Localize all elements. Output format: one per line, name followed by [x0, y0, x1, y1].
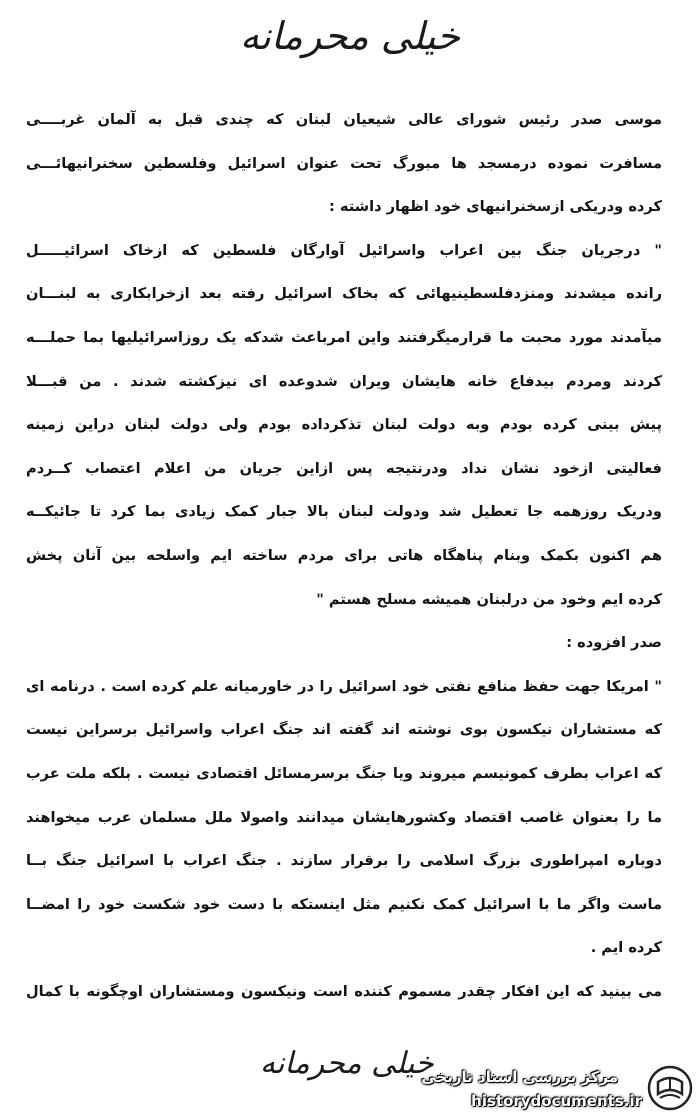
text-line: مسافرت نموده درمسجد ها مبورگ تحت عنوان اسرائیل وفلسطین سخنرانیهائـــی [26, 154, 662, 172]
text-line: که مستشاران نیکسون بوی نوشته اند گفته اند جنگ اعراب واسرائیل برسراین نیست [26, 721, 662, 739]
classification-header-stamp: خیلی محرمانه [239, 14, 461, 58]
text-line: فعالیتی ازخود نشان نداد ودرنتیجه پس ازاین جریان من اعلام اعتصاب کــردم [26, 459, 662, 477]
text-line: پیش بینی کرده بودم وبه دولت لبنان تذکرداده بودم ولی دولت لبنان دراین زمینه [26, 416, 662, 434]
text-line: میآمدند مورد محبت ما قرارمیگرفتند واین امرباعث شدکه یک روزاسرائیلیها بما حملـــه [26, 328, 662, 346]
text-line: ما را بعنوان غاصب اقتصاد وکشورهایشان میدانند واصولا ملل مسلمان عرب میخواهند [26, 808, 662, 826]
text-line: کردند ومردم بیدفاع خانه هایشان ویران شدوعده ای نیزکشته شدند . من قبـــلا [26, 372, 662, 390]
text-line: " درجریان جنگ بین اعراب واسرائیل آوارگان فلسطین که ازخاک اسرائیـــــل [26, 241, 662, 259]
text-line: ودریک روزهمه جا تعطیل شد ودولت لبنان بالا جبار کمک زیادی بما کرد تا جائیکــه [26, 503, 662, 521]
text-line: صدر افزوده : [566, 634, 662, 652]
watermark-url: historydocuments.ir [471, 1092, 642, 1110]
text-line: کرده ایم . [590, 939, 662, 957]
text-line: رانده میشدند ومنزدفلسطینیهائی که بخاک اسرائیل رفته بعد ازخرابکاری به لبنـــان [26, 285, 662, 303]
classification-footer-stamp: خیلی محرمانه [260, 1046, 434, 1081]
text-line: کرده ایم وخود من درلبنان همیشه مسلح هستم " [316, 590, 662, 608]
text-line: موسی صدر رئیس شورای عالی شیعیان لبنان که چندی قبل به آلمان غربــــی [26, 111, 662, 128]
archive-watermark [421, 1056, 698, 1118]
book-logo-icon [646, 1064, 694, 1112]
watermark-title: مرکز بررسی اسناد تاریخی [421, 1068, 618, 1086]
text-line: کرده ودریکی ازسخنرانیهای خود اظهار داشته : [329, 198, 662, 216]
text-line: " امریکا جهت حفظ منافع نفتی خود اسرائیل را در خاورمیانه علم کرده است . درنامه ای [26, 677, 662, 695]
text-line: دوباره امپراطوری بزرگ اسلامی را برقرار سازند . جنگ اعراب با اسرائیل جنگ بــا [26, 852, 662, 870]
text-line: هم اکنون بکمک وبنام پناهگاه هاتی برای مردم ساخته ایم واسلحه بین آنان پخش [26, 546, 662, 564]
document-body [26, 98, 662, 1013]
text-line: که اعراب بطرف کمونیسم میروند ویا جنگ برسرمسائل اقتصادی نیست . بلکه ملت عرب [26, 764, 662, 782]
text-line: ماست واگر ما با اسرائیل کمک نکنیم مثل اینستکه با دست خود شکست خود را امضــا [26, 895, 662, 913]
text-line: می بینید که این افکار چقدر مسموم کننده است ونیکسون ومستشاران اوچگونه با کمال [26, 982, 662, 1000]
